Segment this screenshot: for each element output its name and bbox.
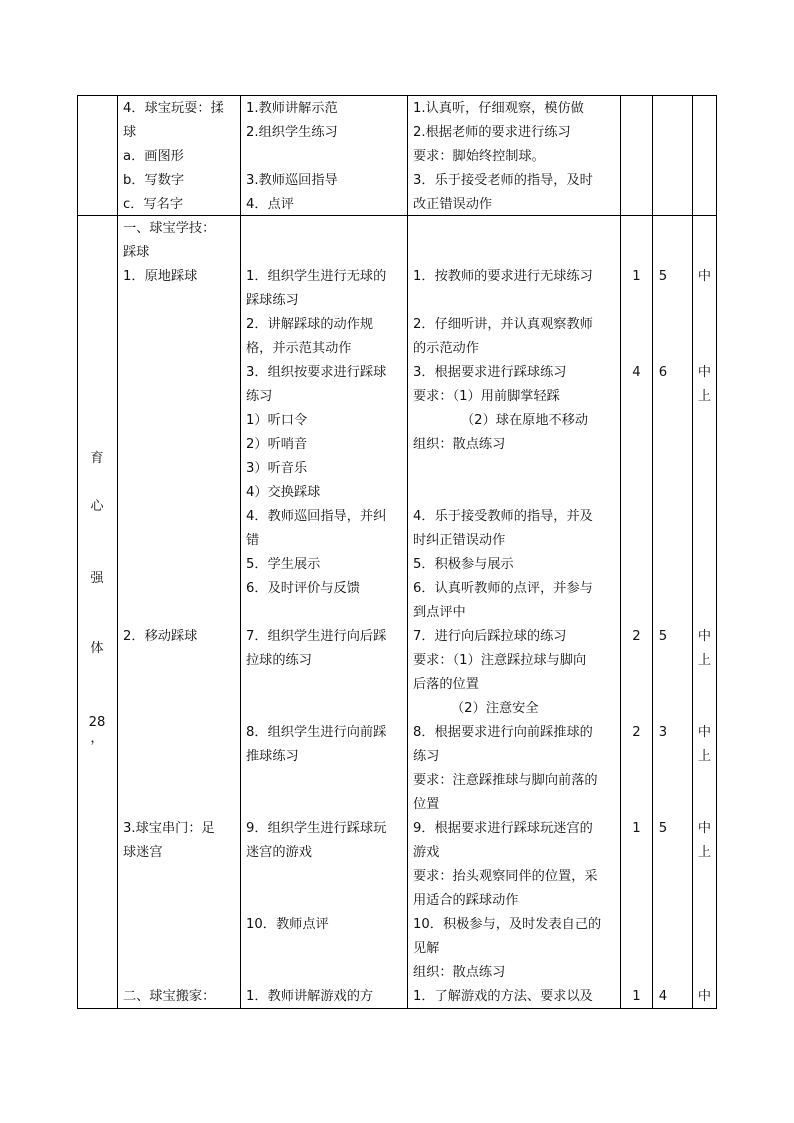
top-student-line: 1.认真听，仔细观察，模仿做 — [413, 101, 584, 116]
side-label-char: 育 — [90, 451, 104, 466]
col-line-7 — [716, 95, 717, 1009]
side-label-char: 28 — [88, 715, 106, 730]
minutes-cell: 4 — [658, 989, 668, 1004]
times-cell: 1 — [632, 989, 641, 1004]
student-line: 9．根据要求进行踩球玩迷宫的 — [413, 821, 593, 836]
student-line: 5．积极参与展示 — [413, 557, 514, 572]
table-top-border — [77, 95, 717, 96]
teacher-line: 8．组织学生进行向前踩 — [246, 725, 387, 740]
student-line: 4．乐于接受教师的指导，并及 — [413, 509, 593, 524]
load-cell: 上 — [697, 389, 712, 404]
top-student-line: 3．乐于接受老师的指导，及时 — [413, 173, 593, 188]
student-line: 8．根据要求进行向前踩推球的 — [413, 725, 593, 740]
load-cell: 中 — [697, 365, 712, 380]
times-cell: 2 — [632, 725, 641, 740]
student-line: 7．进行向后踩拉球的练习 — [413, 629, 567, 644]
top-student-line: 2.根据老师的要求进行练习 — [413, 125, 571, 140]
teacher-line: 拉球的练习 — [246, 653, 312, 668]
minutes-cell: 6 — [658, 365, 668, 380]
student-line: 3．根据要求进行踩球练习 — [413, 365, 567, 380]
teacher-line: 练习 — [246, 389, 273, 404]
teacher-line: 3．组织按要求进行踩球 — [246, 365, 387, 380]
load-cell: 中 — [697, 989, 712, 1004]
load-cell: 中 — [697, 269, 712, 284]
teacher-line: 4）交换踩球 — [246, 485, 321, 500]
teacher-line: 2．讲解踩球的动作规 — [246, 317, 374, 332]
student-line: （2）注意安全 — [451, 701, 539, 716]
top-content-line: 4．球宝玩耍：揉 — [123, 101, 224, 116]
content-line: 2．移动踩球 — [123, 629, 198, 644]
student-line: 时纠正错误动作 — [413, 533, 506, 548]
col-line-6 — [692, 95, 693, 1009]
content-line: 球迷宫 — [123, 845, 163, 860]
top-student-line: 改正错误动作 — [413, 197, 493, 212]
col-line-2 — [240, 95, 241, 1009]
student-line: 1．了解游戏的方法、要求以及 — [413, 989, 593, 1004]
teacher-line: 格，并示范其动作 — [246, 341, 352, 356]
student-line: 要求：注意踩推球与脚向前落的 — [413, 773, 598, 788]
minutes-cell: 5 — [658, 269, 668, 284]
student-line: 位置 — [413, 797, 440, 812]
load-cell: 上 — [697, 653, 712, 668]
minutes-cell: 3 — [658, 725, 668, 740]
student-line: 10．积极参与，及时发表自己的 — [413, 917, 602, 932]
col-line-1 — [117, 95, 118, 1009]
student-line: 用适合的踩球动作 — [413, 893, 519, 908]
student-line: 1．按教师的要求进行无球练习 — [413, 269, 593, 284]
teacher-line: 10．教师点评 — [246, 917, 329, 932]
top-content-line: 球 — [123, 125, 137, 140]
top-content-line: c．写名字 — [123, 197, 184, 212]
teacher-line: 踩球练习 — [246, 293, 299, 308]
teacher-line: 5．学生展示 — [246, 557, 321, 572]
teacher-line: 4．教师巡回指导，并纠 — [246, 509, 387, 524]
top-content-line: a．画图形 — [123, 149, 184, 164]
student-line: （2）球在原地不移动 — [461, 413, 589, 428]
col-line-4 — [620, 95, 621, 1009]
times-cell: 2 — [632, 629, 641, 644]
load-cell: 中 — [697, 725, 712, 740]
top-content-line: b．写数字 — [123, 173, 185, 188]
student-line: 要求：（1）注意踩拉球与脚向 — [413, 653, 587, 668]
side-label-char: 强 — [90, 571, 104, 586]
load-cell: 上 — [697, 749, 712, 764]
teacher-line: 1．教师讲解游戏的方 — [246, 989, 374, 1004]
top-teacher-line: 1.教师讲解示范 — [246, 101, 338, 116]
minutes-cell: 5 — [658, 821, 668, 836]
col-line-3 — [407, 95, 408, 1009]
top-teacher-line: 3.教师巡回指导 — [246, 173, 338, 188]
times-cell: 1 — [632, 269, 641, 284]
top-student-line: 要求：脚始终控制球。 — [413, 149, 545, 164]
student-line: 组织：散点练习 — [413, 437, 506, 452]
side-label-char: ， — [90, 731, 104, 746]
load-cell: 上 — [697, 845, 712, 860]
teacher-line: 迷宫的游戏 — [246, 845, 312, 860]
times-cell: 4 — [632, 365, 641, 380]
content-line: 1．原地踩球 — [123, 269, 198, 284]
side-label-char: 体 — [90, 641, 104, 656]
student-line: 练习 — [413, 749, 440, 764]
teacher-line: 错 — [246, 533, 260, 548]
top-teacher-line: 4．点评 — [246, 197, 294, 212]
student-line: 6．认真听教师的点评，并参与 — [413, 581, 593, 596]
col-line-0 — [77, 95, 78, 1009]
side-label-char: 心 — [90, 499, 104, 514]
student-line: 要求：（1）用前脚掌轻踩 — [413, 389, 560, 404]
content-line: 踩球 — [123, 245, 150, 260]
teacher-line: 9．组织学生进行踩球玩 — [246, 821, 387, 836]
student-line: 见解 — [413, 941, 440, 956]
top-teacher-line: 2.组织学生练习 — [246, 125, 338, 140]
times-cell: 1 — [632, 821, 641, 836]
student-line: 要求：抬头观察同伴的位置，采 — [413, 869, 598, 884]
teacher-line: 3）听音乐 — [246, 461, 308, 476]
teacher-line: 2）听哨音 — [246, 437, 308, 452]
teacher-line: 6．及时评价与反馈 — [246, 581, 360, 596]
student-line: 的示范动作 — [413, 341, 479, 356]
teacher-line: 7．组织学生进行向后踩 — [246, 629, 387, 644]
student-line: 后落的位置 — [413, 677, 479, 692]
teacher-line: 1）听口令 — [246, 413, 308, 428]
content-line: 二、球宝搬家： — [123, 989, 216, 1004]
content-line: 一、球宝学技： — [123, 221, 216, 236]
teacher-line: 1．组织学生进行无球的 — [246, 269, 387, 284]
student-line: 到点评中 — [413, 605, 466, 620]
content-line: 3.球宝串门：足 — [123, 821, 215, 836]
load-cell: 中 — [697, 629, 712, 644]
teacher-line: 推球练习 — [246, 749, 299, 764]
student-line: 组织：散点练习 — [413, 965, 506, 980]
load-cell: 中 — [697, 821, 712, 836]
minutes-cell: 5 — [658, 629, 668, 644]
col-line-5 — [652, 95, 653, 1009]
student-line: 游戏 — [413, 845, 440, 860]
student-line: 2．仔细听讲，并认真观察教师 — [413, 317, 593, 332]
